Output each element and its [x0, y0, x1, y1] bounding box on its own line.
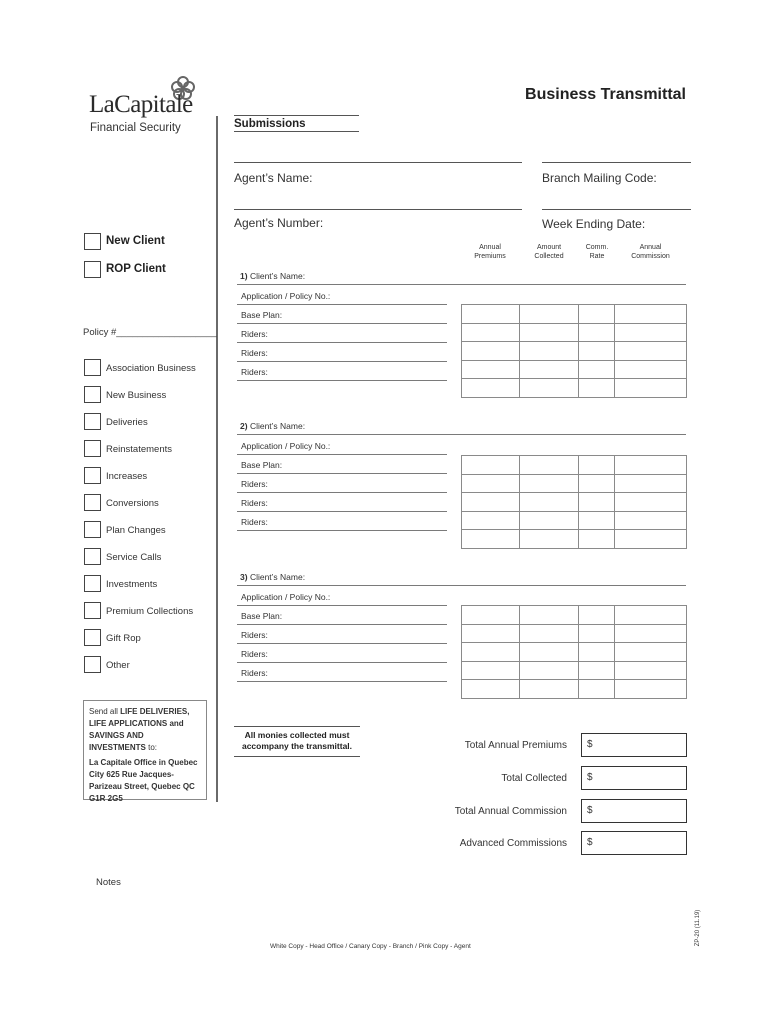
rop-client-checkbox[interactable] — [84, 261, 101, 278]
send-address: La Capitale Office in Quebec City 625 Rue Jacques-Parizeau Street, Quebec QC G1R 2G5 — [89, 758, 198, 803]
send-suffix: to: — [145, 743, 158, 752]
grid-cell[interactable] — [462, 624, 520, 643]
client-1-name-label: Client’s Name: — [249, 271, 306, 281]
grid-cell[interactable] — [519, 606, 579, 625]
notes-label: Notes — [96, 877, 121, 888]
grid-cell[interactable] — [615, 323, 687, 342]
investments-label: Investments — [106, 579, 158, 590]
grid-cell[interactable] — [462, 379, 520, 398]
advanced-commissions-label: Advanced Commissions — [459, 838, 567, 849]
grid-cell[interactable] — [462, 530, 520, 549]
vertical-divider — [216, 116, 218, 802]
grid-cell[interactable] — [519, 379, 579, 398]
premium-collections-label: Premium Collections — [106, 606, 194, 617]
client-1-riders-field[interactable]: Riders: — [237, 344, 447, 362]
table-row — [462, 323, 687, 342]
grid-cell[interactable] — [579, 323, 615, 342]
grid-cell[interactable] — [462, 511, 520, 530]
grid-cell[interactable] — [615, 624, 687, 643]
gift-rop-label: Gift Rop — [106, 633, 141, 644]
grid-cell[interactable] — [615, 530, 687, 549]
grid-cell[interactable] — [579, 342, 615, 361]
grid-cell[interactable] — [519, 511, 579, 530]
grid-cell[interactable] — [519, 530, 579, 549]
grid-cell[interactable] — [462, 606, 520, 625]
association-business-label: Association Business — [106, 363, 196, 374]
total-annual-commission-label: Total Annual Commission — [454, 806, 567, 817]
grid-cell[interactable] — [519, 474, 579, 493]
client-3-policy-field[interactable]: Application / Policy No.: — [237, 588, 447, 606]
table-row — [462, 456, 687, 475]
deliveries-checkbox[interactable] — [84, 413, 101, 430]
client-3-riders-field[interactable]: Riders: — [237, 664, 447, 682]
grid-cell[interactable] — [615, 661, 687, 680]
brand-name: LaCapitale — [89, 91, 193, 118]
agent-name-rule — [234, 162, 522, 163]
client-3-base-plan-field[interactable]: Base Plan: — [237, 607, 447, 625]
column-header-annual-commission: Annual Commission — [631, 244, 670, 260]
gift-rop-checkbox[interactable] — [84, 629, 101, 646]
submissions-bottom-rule — [234, 131, 359, 132]
premium-collections-checkbox[interactable] — [84, 602, 101, 619]
form-title: Business Transmittal — [525, 86, 686, 103]
grid-cell[interactable] — [579, 511, 615, 530]
client-3-riders-field[interactable]: Riders: — [237, 626, 447, 644]
plan-changes-checkbox[interactable] — [84, 521, 101, 538]
agent-number-rule — [234, 209, 522, 210]
grid-cell[interactable] — [462, 680, 520, 699]
client-3-riders-field[interactable]: Riders: — [237, 645, 447, 663]
branch-code-rule — [542, 162, 691, 163]
column-header-comm-rate: Comm. Rate — [585, 244, 609, 260]
client-3-name-field[interactable] — [237, 569, 686, 586]
brand-subtitle: Financial Security — [90, 122, 181, 134]
grid-cell[interactable] — [519, 643, 579, 662]
grid-cell[interactable] — [615, 511, 687, 530]
week-ending-rule — [542, 209, 691, 210]
new-client-checkbox[interactable] — [84, 233, 101, 250]
grid-cell[interactable] — [519, 624, 579, 643]
client-2-policy-field[interactable]: Application / Policy No.: — [237, 437, 447, 455]
grid-cell[interactable] — [462, 305, 520, 324]
grid-cell[interactable] — [615, 493, 687, 512]
form-code: ZP-20 (11.19) — [695, 909, 701, 947]
client-1-base-plan-field[interactable]: Base Plan: — [237, 306, 447, 324]
client-1-number: 1) — [240, 271, 248, 281]
grid-cell[interactable] — [519, 323, 579, 342]
grid-cell[interactable] — [462, 493, 520, 512]
total-collected-label: Total Collected — [501, 773, 567, 784]
table-row — [462, 624, 687, 643]
plan-changes-label: Plan Changes — [106, 525, 166, 536]
grid-cell[interactable] — [579, 456, 615, 475]
grid-cell[interactable] — [615, 379, 687, 398]
table-row — [462, 661, 687, 680]
rop-client-label: ROP Client — [106, 263, 166, 275]
increases-label: Increases — [106, 471, 148, 482]
table-row — [462, 474, 687, 493]
client-1-policy-field[interactable]: Application / Policy No.: — [237, 287, 447, 305]
total-collected-field[interactable]: $ — [581, 766, 687, 790]
grid-cell[interactable] — [579, 606, 615, 625]
agent-number-field[interactable]: Agent’s Number: — [234, 216, 324, 230]
client-2-amounts-grid — [461, 455, 687, 549]
table-row — [462, 305, 687, 324]
grid-cell[interactable] — [462, 323, 520, 342]
conversions-checkbox[interactable] — [84, 494, 101, 511]
monies-note: All monies collected must accompany the transmittal. — [241, 730, 353, 751]
conversions-label: Conversions — [106, 498, 159, 509]
week-ending-field[interactable]: Week Ending Date: — [542, 217, 646, 231]
grid-cell[interactable] — [615, 360, 687, 379]
table-row — [462, 360, 687, 379]
client-3-number: 3) — [240, 572, 248, 582]
client-2-name-label: Client’s Name: — [249, 421, 306, 431]
client-3-name-label: Client’s Name: — [249, 572, 306, 582]
client-2-riders-field[interactable]: Riders: — [237, 475, 447, 493]
monies-top-rule — [234, 726, 360, 727]
grid-cell[interactable] — [462, 456, 520, 475]
send-instructions-box — [83, 700, 207, 803]
association-business-checkbox[interactable] — [84, 359, 101, 376]
table-row — [462, 643, 687, 662]
grid-cell[interactable] — [579, 643, 615, 662]
client-3-amounts-grid — [461, 605, 687, 699]
total-annual-premiums-field[interactable]: $ — [581, 733, 687, 757]
section-title: Submissions — [234, 118, 306, 130]
grid-cell[interactable] — [519, 305, 579, 324]
grid-cell[interactable] — [519, 493, 579, 512]
grid-cell[interactable] — [579, 305, 615, 324]
new-client-label: New Client — [106, 235, 165, 247]
table-row — [462, 530, 687, 549]
investments-checkbox[interactable] — [84, 575, 101, 592]
other-label: Other — [106, 660, 130, 671]
grid-cell[interactable] — [615, 643, 687, 662]
other-checkbox[interactable] — [84, 656, 101, 673]
table-row — [462, 379, 687, 398]
grid-cell[interactable] — [579, 379, 615, 398]
grid-cell[interactable] — [519, 680, 579, 699]
table-row — [462, 342, 687, 361]
service-calls-label: Service Calls — [106, 552, 162, 563]
grid-cell[interactable] — [615, 606, 687, 625]
column-header-annual-premiums: Annual Premiums — [474, 244, 506, 260]
submissions-top-rule — [234, 115, 359, 116]
table-row — [462, 606, 687, 625]
grid-cell[interactable] — [615, 680, 687, 699]
table-row — [462, 493, 687, 512]
client-2-base-plan-field[interactable]: Base Plan: — [237, 456, 447, 474]
client-1-riders-field[interactable]: Riders: — [237, 325, 447, 343]
grid-cell[interactable] — [579, 680, 615, 699]
policy-number-field[interactable]: Policy #___________________ — [83, 327, 217, 338]
client-2-riders-field[interactable]: Riders: — [237, 513, 447, 531]
grid-cell[interactable] — [462, 360, 520, 379]
column-header-amount-collected: Amount Collected — [534, 244, 564, 260]
grid-cell[interactable] — [519, 360, 579, 379]
send-bold: LIFE DELIVERIES, LIFE APPLICATIONS and SAVINGS AND INVESTMENTS — [89, 707, 190, 752]
client-1-name-field[interactable] — [237, 268, 686, 285]
increases-checkbox[interactable] — [84, 467, 101, 484]
client-1-amounts-grid — [461, 304, 687, 398]
grid-cell[interactable] — [579, 624, 615, 643]
table-row — [462, 680, 687, 699]
send-prefix: Send all — [89, 707, 121, 716]
grid-cell[interactable] — [462, 643, 520, 662]
service-calls-checkbox[interactable] — [84, 548, 101, 565]
grid-cell[interactable] — [519, 456, 579, 475]
grid-cell[interactable] — [579, 661, 615, 680]
grid-cell[interactable] — [462, 342, 520, 361]
grid-cell[interactable] — [519, 342, 579, 361]
grid-cell[interactable] — [579, 360, 615, 379]
client-2-name-field[interactable] — [237, 418, 686, 435]
grid-cell[interactable] — [615, 305, 687, 324]
grid-cell[interactable] — [462, 661, 520, 680]
table-row — [462, 511, 687, 530]
client-2-number: 2) — [240, 421, 248, 431]
grid-cell[interactable] — [519, 661, 579, 680]
client-2-riders-field[interactable]: Riders: — [237, 494, 447, 512]
grid-cell[interactable] — [579, 474, 615, 493]
new-business-checkbox[interactable] — [84, 386, 101, 403]
grid-cell[interactable] — [615, 456, 687, 475]
agent-name-field[interactable]: Agent’s Name: — [234, 171, 313, 185]
total-annual-commission-field[interactable]: $ — [581, 799, 687, 823]
deliveries-label: Deliveries — [106, 417, 148, 428]
grid-cell[interactable] — [615, 474, 687, 493]
copy-distribution-footer: White Copy - Head Office / Canary Copy - Branch / Pink Copy - Agent — [270, 943, 471, 950]
grid-cell[interactable] — [615, 342, 687, 361]
reinstatements-label: Reinstatements — [106, 444, 173, 455]
monies-bottom-rule — [234, 756, 360, 757]
advanced-commissions-field[interactable]: $ — [581, 831, 687, 855]
grid-cell[interactable] — [579, 530, 615, 549]
new-business-label: New Business — [106, 390, 167, 401]
branch-code-field[interactable]: Branch Mailing Code: — [542, 171, 657, 185]
total-annual-premiums-label: Total Annual Premiums — [464, 740, 567, 751]
reinstatements-checkbox[interactable] — [84, 440, 101, 457]
grid-cell[interactable] — [579, 493, 615, 512]
client-1-riders-field[interactable]: Riders: — [237, 363, 447, 381]
grid-cell[interactable] — [462, 474, 520, 493]
